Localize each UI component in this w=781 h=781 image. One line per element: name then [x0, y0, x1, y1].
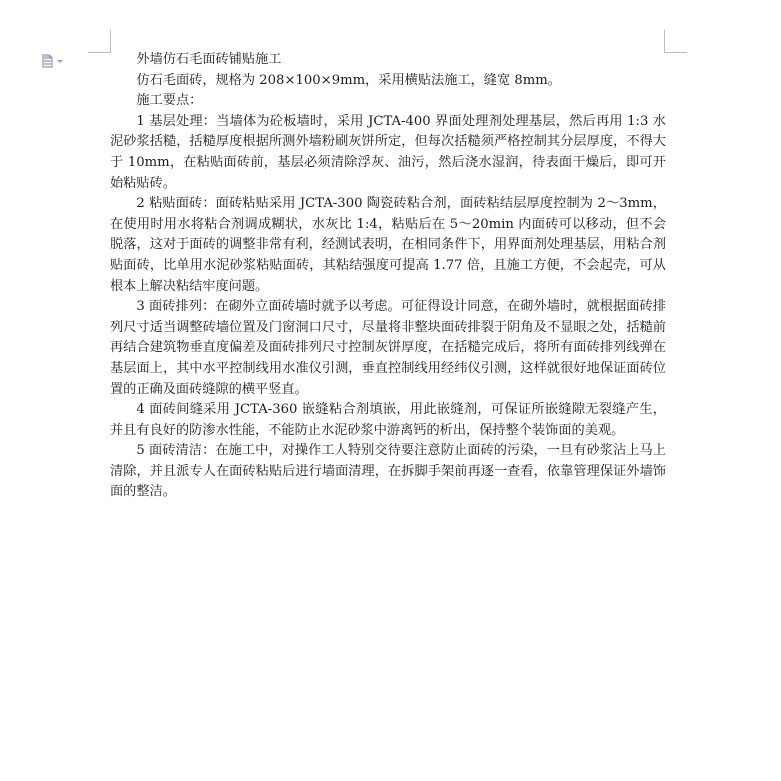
paragraph-tile-cleaning: 5 面砖清洁：在施工中，对操作工人特别交待要注意防止面砖的污染，一旦有砂浆沾上马上清除，并且派专人在面砖粘贴后进行墙面清理，在拆脚手架前再逐一查看，依靠管理保证外墙饰面的整洁。 [110, 443, 666, 500]
paragraph-base-treatment: 1 基层处理：当墙体为砼板墙时，采用 JCTA-400 界面处理剂处理基层，然后再用 1:3 水泥砂浆括糙，括糙厚度根据所测外墙粉刷灰饼所定，但每次括糙须严格控制其分层厚度，不得大于 10mm，在粘贴面砖前，基层必须清除浮灰、油污，然后浇水湿润，待表面干燥后，即可开始粘贴砖。 [110, 113, 666, 191]
document-title: 外墙仿石毛面砖铺贴施工 [136, 52, 282, 67]
chevron-down-icon [57, 60, 63, 63]
paragraph-joint-filling: 4 面砖间缝采用 JCTA-360 嵌缝粘合剂填嵌，用此嵌缝剂，可保证所嵌缝隙无裂缝产生，并且有良好的防渗水性能，不能防止水泥砂浆中游离钙的析出，保持整个装饰面的美观。 [110, 402, 666, 438]
paragraph-tile-bonding: 2 粘贴面砖：面砖粘贴采用 JCTA-300 陶瓷砖粘合剂，面砖粘结层厚度控制为 2～3mm，在使用时用水将粘合剂调成糊状，水灰比 1:4，粘贴后在 5～20min 内面砖可以移动，但不会脱落，这对于面砖的调整非常有利，经测试表明，在相同条件下，用界面剂处理基层，用粘合剂贴面砖，比单用水泥砂浆粘贴面砖，其粘结强度可提高 1.77 倍，且施工方便，不会起壳，可从根本上解决粘结牢度问题。 [110, 196, 666, 294]
crop-mark-top-left [88, 30, 111, 53]
document-icon [42, 54, 53, 68]
document-body[interactable] [110, 50, 666, 503]
intro-paragraph: 仿石毛面砖，规格为 208×100×9mm，采用横贴法施工，缝宽 8mm。 [136, 72, 561, 88]
paragraph-tile-layout: 3 面砖排列：在砌外立面砖墙时就予以考虑。可征得设计同意，在砌外墙时，就根据面砖排列尺寸适当调整砖墙位置及门窗洞口尺寸，尽量将非整块面砖排裂于阴角及不显眼之处，括糙前再结合建筑物垂直度偏差及面砖排列尺寸控制灰饼厚度，在括糙完成后，将所有面砖排列线弹在基层面上，其中水平控制线用水准仪引测，垂直控制线用经纬仪引测，这样就很好地保证面砖位置的正确及面砖缝隙的横平竖直。 [110, 299, 666, 397]
document-menu-button[interactable] [42, 53, 72, 69]
crop-mark-top-right [664, 30, 687, 53]
points-heading: 施工要点： [136, 93, 203, 109]
